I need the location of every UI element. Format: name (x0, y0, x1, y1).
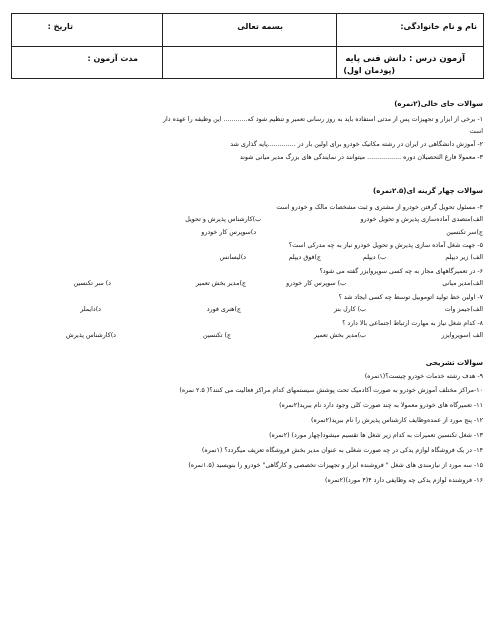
question-16: ۱۶- فروشنده لوازم یدکی چه وظایفی دارد ۴(۴ مورد)(۲نمره) (325, 477, 483, 484)
q4-option-d: د)سوپرس کار خودرو (201, 229, 256, 236)
question-4: ۴- مسئول تحویل گرفتن خودرو از مشتری و ثبت مشخصات مالک و خودرو است (276, 204, 483, 211)
q7-option-a: الف)جیمز وات (444, 306, 483, 313)
student-name-label: نام و نام خانوادگی: (400, 22, 477, 31)
question-2: ۲- آموزش دانشگاهی در ایران در رشته مکانیک خودرو برای اولین بار در ..............پایه گذاری شد (230, 141, 483, 148)
basmala-text: بسمه تعالی (237, 22, 283, 31)
q7-option-d: د)دایملر (80, 306, 101, 313)
mcq-section-title: سوالات چهار گزینه ای(۲.۵نمره) (373, 187, 483, 195)
descriptive-section-title: سوالات تشریحی (425, 359, 483, 367)
exam-duration-label: مدت آزمون : (87, 54, 138, 63)
q4-option-a: الف)متصدی آماده‌سازی پذیرش و تحویل خودرو (360, 216, 483, 223)
q8-option-a: الف )سوپروایزر (441, 332, 483, 339)
q6-option-b: ب) سوپرس کار خودرو (286, 280, 346, 287)
question-6: ۶- در تعمیرگاههای مجاز به چه کسی سوپروایزر گفته می شود؟ (319, 268, 483, 275)
question-12: ۱۲- پنج مورد از عمده‌وظایف کارشناس پذیرش را نام ببرید(۲نمره) (310, 417, 483, 424)
question-8: ۸- کدام شغل نیاز به مهارت ارتباط اجتماعی بالا دارد ؟ (342, 320, 483, 327)
q5-option-c: ج)فوق دیپلم (288, 254, 321, 261)
q6-option-d: د) سر تکنسین (73, 280, 111, 287)
question-11: ۱۱- تعمیرگاه های خودرو معمولا به چند صورت کلی وجود دارد نام ببرید(۲نمره) (279, 402, 483, 409)
q7-option-c: ج)هنری فورد (206, 306, 241, 313)
question-7: ۷- اولین خط تولید اتوموبیل توسط چه کسی ایجاد شد ؟ (338, 294, 483, 301)
q4-option-b: ب)کارشناس پذیرش و تحویل (185, 216, 261, 223)
q5-option-a: الف) زیر دیپلم (445, 254, 483, 261)
exam-header-table (11, 13, 484, 79)
question-5: ۵- جهت شغل آماده سازی پذیرش و تحویل خودرو نیاز به چه مدرکی است؟ (288, 242, 483, 249)
question-13: ۱۳- شغل تکنسین تعمیرات به کدام زیر شغل ها تقسیم میشود(چهار مورد) (۲نمره) (269, 432, 483, 439)
exam-subject-title: آزمون درس : دانش فنی پایه (345, 54, 465, 64)
q8-option-d: د)کارشناس پذیرش (66, 332, 116, 339)
fill-blank-section-title: سوالات جای خالی(۲نمره) (394, 100, 483, 108)
q7-option-b: ب) کارل بنز (333, 306, 366, 313)
q8-option-b: ب)مدیر بخش تعمیر (314, 332, 366, 339)
q5-option-b: ب) دیپلم (362, 254, 386, 261)
question-1-cont: است (469, 128, 483, 135)
question-1: ۱- برخی از ابزار و تجهیزات پس از مدتی استفاده باید به روز رسانی تعمیر و تنظیم شود که............ این وظیفه را عهده دار (163, 116, 483, 123)
header-row-divider (12, 46, 483, 47)
q8-option-c: ج) تکنسین (203, 332, 231, 339)
question-14: ۱۴- در یک فروشگاه لوازم یدکی در چه صورت شغلی به عنوان مدیر بخش فروشگاه تعریف میگردد؟ (۱نمره) (201, 447, 483, 454)
question-3: ۳- معمولا فارغ التحصیلان دوره ................. میتوانند در نمایندگی های بزرگ مدیر میانی شوند (239, 154, 483, 161)
q6-option-a: الف)مدیر میانی (442, 280, 483, 287)
question-10: ۱۰-مراکز مختلف آموزش خودرو به صورت آکادمیک تحت پوشش سیستمهای کدام مراکز فعالیت می کنند؟( ۲.۵ نمره) (179, 387, 483, 394)
q4-option-c: ج)سر تکنسین (446, 229, 483, 236)
exam-module-subtitle: (پودمان اول) (343, 66, 395, 75)
date-label: تاریخ : (47, 22, 73, 31)
q5-option-d: د)لیسانس (219, 254, 246, 261)
q6-option-c: ج)مدیر بخش تعمیر (195, 280, 246, 287)
question-15: ۱۵- سه مورد از نیازمندی های شغل " فروشنده ابزار و تجهیزات تخصصی و کارگاهی" خودرو را بنویسید (۱.۵نمره) (188, 462, 483, 469)
question-9: ۹- هدف رشته خدمات خودرو چیست؟(۱نمره) (364, 373, 483, 380)
